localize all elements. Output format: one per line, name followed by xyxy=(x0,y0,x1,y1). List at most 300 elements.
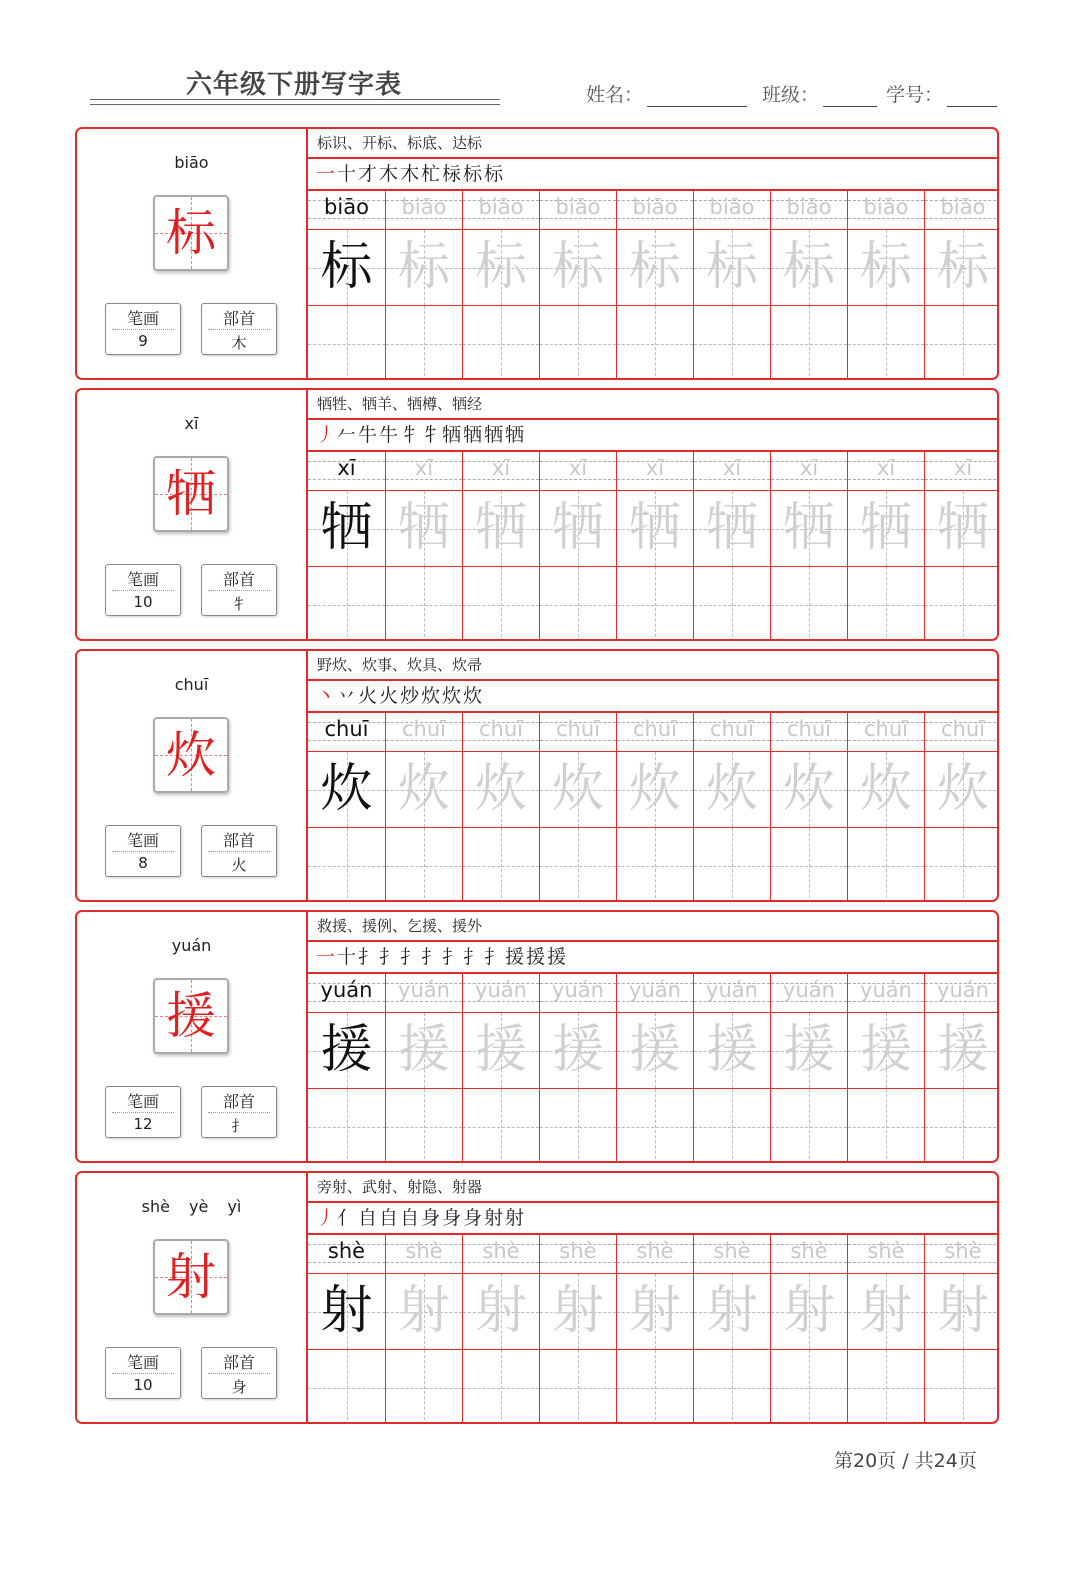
trace-char: 炊 xyxy=(859,759,912,819)
radical-value: 火 xyxy=(231,856,247,874)
stroke-step: 援 xyxy=(505,946,525,968)
name-label: 姓名： xyxy=(586,84,644,106)
practice-column xyxy=(616,1235,693,1424)
char-cell xyxy=(463,1274,539,1350)
blank-writing-cell[interactable] xyxy=(386,567,462,641)
blank-writing-cell[interactable] xyxy=(463,567,539,641)
trace-pinyin: shè xyxy=(713,1239,751,1263)
char-cell xyxy=(617,491,693,567)
char-cell xyxy=(617,230,693,306)
trace-pinyin: chuī xyxy=(941,717,985,741)
radical-box xyxy=(201,825,277,877)
stroke-count-box xyxy=(105,303,181,355)
char-display-box xyxy=(153,195,229,271)
stroke-step: 牛 xyxy=(379,424,399,446)
stroke-step: 丶 xyxy=(316,685,336,707)
pinyin-cell xyxy=(386,713,462,752)
practice-column xyxy=(693,713,770,902)
trace-pinyin: chuī xyxy=(556,717,600,741)
practice-column xyxy=(385,191,462,380)
trace-char: 援 xyxy=(397,1020,450,1080)
stroke-count-label: 笔画 xyxy=(126,570,159,589)
blank-writing-cell[interactable] xyxy=(771,567,847,641)
trace-pinyin: yuán xyxy=(629,978,681,1002)
worksheet-title: 六年级下册写字表 xyxy=(186,70,403,100)
stroke-count-value: 10 xyxy=(133,1376,153,1394)
char-cell xyxy=(925,1274,999,1350)
radical-label: 部首 xyxy=(222,570,255,589)
blank-writing-cell[interactable] xyxy=(386,1350,462,1424)
trace-char: 援 xyxy=(936,1020,989,1080)
char-cell xyxy=(308,230,385,306)
name-field[interactable] xyxy=(586,80,747,107)
pinyin-cell xyxy=(463,452,539,491)
char-cell xyxy=(386,752,462,828)
model-pinyin: chuī xyxy=(324,717,369,741)
trace-pinyin: biāo xyxy=(401,195,447,219)
blank-writing-cell[interactable] xyxy=(540,828,616,902)
char-cell xyxy=(540,1274,616,1350)
char-cell xyxy=(617,1013,693,1089)
pinyin-cell xyxy=(463,191,539,230)
practice-column xyxy=(770,713,847,902)
trace-pinyin: xī xyxy=(645,456,665,480)
example-words: 牺牲、牺羊、牺樽、牺经 xyxy=(308,390,997,420)
practice-grid xyxy=(308,452,997,641)
radical-value: 身 xyxy=(231,1378,247,1396)
stroke-step: 扌 xyxy=(421,946,441,968)
practice-column xyxy=(924,1235,999,1424)
blank-writing-cell[interactable] xyxy=(694,567,770,641)
practice-column xyxy=(308,713,385,902)
title-underline xyxy=(90,104,500,105)
practice-column xyxy=(462,452,539,641)
blank-writing-cell[interactable] xyxy=(540,306,616,380)
pinyin-cell xyxy=(925,713,999,752)
char-pinyin: shè yè yì xyxy=(141,1197,242,1216)
stroke-step: 自 xyxy=(358,1207,378,1229)
trace-char: 牺 xyxy=(551,498,604,558)
blank-writing-cell[interactable] xyxy=(848,1089,924,1163)
pinyin-cell xyxy=(694,1235,770,1274)
practice-column xyxy=(308,191,385,380)
practice-column xyxy=(385,713,462,902)
char-cell xyxy=(308,491,385,567)
practice-column xyxy=(693,452,770,641)
blank-writing-cell[interactable] xyxy=(771,1350,847,1424)
radical-box xyxy=(201,303,277,355)
stroke-step: 牺 xyxy=(442,424,462,446)
stroke-step: 牺 xyxy=(505,424,525,446)
trace-pinyin: biāo xyxy=(478,195,524,219)
char-cell xyxy=(771,1013,847,1089)
blank-writing-cell[interactable] xyxy=(925,1089,999,1163)
stroke-step: 一 xyxy=(316,163,336,185)
pinyin-cell xyxy=(308,191,385,230)
stroke-step: 扌 xyxy=(442,946,462,968)
stroke-step: 亻 xyxy=(337,1207,357,1229)
trace-char: 射 xyxy=(705,1281,758,1341)
stroke-step: 牺 xyxy=(463,424,483,446)
char-cell xyxy=(771,752,847,828)
practice-column xyxy=(616,452,693,641)
char-cell xyxy=(848,1013,924,1089)
radical-box xyxy=(201,564,277,616)
trace-pinyin: shè xyxy=(867,1239,905,1263)
stroke-order-row xyxy=(308,1203,997,1235)
blank-writing-cell[interactable] xyxy=(848,1350,924,1424)
trace-char: 援 xyxy=(859,1020,912,1080)
trace-pinyin: chuī xyxy=(633,717,677,741)
pinyin-cell xyxy=(771,713,847,752)
stroke-step: 丿 xyxy=(316,1207,336,1229)
number-blank[interactable] xyxy=(947,84,997,107)
char-cell xyxy=(694,230,770,306)
char-cell xyxy=(386,230,462,306)
char-cell xyxy=(848,1274,924,1350)
practice-column xyxy=(539,191,616,380)
stroke-step: 木 xyxy=(379,163,399,185)
char-cell xyxy=(463,1013,539,1089)
practice-panel xyxy=(308,390,997,639)
model-char: 标 xyxy=(320,237,373,297)
char-cell xyxy=(617,752,693,828)
character-card xyxy=(75,388,999,641)
stroke-step: 牜 xyxy=(421,424,441,446)
char-cell xyxy=(925,491,999,567)
blank-writing-cell[interactable] xyxy=(308,1089,385,1163)
char-info-panel xyxy=(77,651,308,900)
character-card xyxy=(75,910,999,1163)
stroke-step: 丿 xyxy=(316,424,336,446)
stroke-step: 柡 xyxy=(442,163,462,185)
trace-char: 标 xyxy=(628,237,681,297)
trace-pinyin: xī xyxy=(799,456,819,480)
practice-column xyxy=(924,974,999,1163)
blank-writing-cell[interactable] xyxy=(694,1350,770,1424)
trace-pinyin: yuán xyxy=(783,978,835,1002)
pinyin-cell xyxy=(694,452,770,491)
practice-column xyxy=(693,1235,770,1424)
stroke-step: 牛 xyxy=(358,424,378,446)
char-cell xyxy=(848,752,924,828)
stroke-count-label: 笔画 xyxy=(126,309,159,328)
trace-pinyin: xī xyxy=(953,456,973,480)
pinyin-cell xyxy=(694,713,770,752)
radical-label: 部首 xyxy=(222,1353,255,1372)
practice-column xyxy=(385,1235,462,1424)
blank-writing-cell[interactable] xyxy=(694,828,770,902)
trace-char: 牺 xyxy=(782,498,835,558)
blank-writing-cell[interactable] xyxy=(694,1089,770,1163)
char-pinyin: biāo xyxy=(174,153,209,172)
practice-column xyxy=(308,452,385,641)
pinyin-cell xyxy=(694,974,770,1013)
char-cell xyxy=(848,230,924,306)
stroke-step: 十 xyxy=(337,163,357,185)
trace-pinyin: yuán xyxy=(398,978,450,1002)
character-card xyxy=(75,1171,999,1424)
practice-column xyxy=(462,191,539,380)
blank-writing-cell[interactable] xyxy=(771,828,847,902)
trace-pinyin: shè xyxy=(790,1239,828,1263)
practice-column xyxy=(847,1235,924,1424)
pinyin-cell xyxy=(540,452,616,491)
blank-writing-cell[interactable] xyxy=(540,1350,616,1424)
char-cell xyxy=(925,230,999,306)
pinyin-cell xyxy=(540,1235,616,1274)
trace-char: 标 xyxy=(397,237,450,297)
radical-label: 部首 xyxy=(222,831,255,850)
stroke-count-value: 10 xyxy=(133,593,153,611)
stroke-step: 标 xyxy=(484,163,504,185)
radical-box xyxy=(201,1086,277,1138)
stroke-step: 牺 xyxy=(484,424,504,446)
character-card xyxy=(75,649,999,902)
blank-writing-cell[interactable] xyxy=(925,828,999,902)
stroke-count-value: 9 xyxy=(138,332,148,350)
blank-writing-cell[interactable] xyxy=(617,306,693,380)
blank-writing-cell[interactable] xyxy=(463,1089,539,1163)
trace-pinyin: xī xyxy=(876,456,896,480)
pinyin-cell xyxy=(308,713,385,752)
pinyin-cell xyxy=(617,452,693,491)
pinyin-cell xyxy=(463,1235,539,1274)
blank-writing-cell[interactable] xyxy=(848,306,924,380)
number-label: 学号： xyxy=(886,84,944,106)
blank-writing-cell[interactable] xyxy=(386,1089,462,1163)
char-display-box xyxy=(153,717,229,793)
stroke-order-row xyxy=(308,942,997,974)
stroke-step: 才 xyxy=(358,163,378,185)
name-blank[interactable] xyxy=(647,84,747,107)
blank-writing-cell[interactable] xyxy=(848,567,924,641)
pinyin-cell xyxy=(925,452,999,491)
pinyin-cell xyxy=(694,191,770,230)
trace-pinyin: yuán xyxy=(937,978,989,1002)
pinyin-cell xyxy=(771,1235,847,1274)
pinyin-cell xyxy=(771,452,847,491)
pinyin-cell xyxy=(540,191,616,230)
practice-column xyxy=(847,191,924,380)
pinyin-cell xyxy=(386,974,462,1013)
blank-writing-cell[interactable] xyxy=(617,1350,693,1424)
char-cell xyxy=(463,491,539,567)
trace-pinyin: xī xyxy=(414,456,434,480)
trace-pinyin: biāo xyxy=(709,195,755,219)
trace-char: 援 xyxy=(474,1020,527,1080)
practice-column xyxy=(539,1235,616,1424)
blank-writing-cell[interactable] xyxy=(925,306,999,380)
title-underline xyxy=(90,99,500,100)
stroke-step: 杧 xyxy=(421,163,441,185)
trace-char: 标 xyxy=(936,237,989,297)
char-glyph: 标 xyxy=(166,204,216,262)
trace-char: 援 xyxy=(782,1020,835,1080)
trace-char: 标 xyxy=(782,237,835,297)
stroke-step: 火 xyxy=(379,685,399,707)
trace-char: 炊 xyxy=(474,759,527,819)
pinyin-cell xyxy=(925,974,999,1013)
stroke-step: 炊 xyxy=(442,685,462,707)
stroke-step: 援 xyxy=(547,946,567,968)
practice-column xyxy=(693,191,770,380)
practice-column xyxy=(539,713,616,902)
trace-pinyin: shè xyxy=(944,1239,982,1263)
trace-pinyin: xī xyxy=(722,456,742,480)
char-cell xyxy=(925,752,999,828)
practice-column xyxy=(462,974,539,1163)
practice-grid xyxy=(308,1235,997,1424)
trace-pinyin: chuī xyxy=(402,717,446,741)
blank-writing-cell[interactable] xyxy=(463,306,539,380)
stroke-count-value: 8 xyxy=(138,854,148,872)
blank-writing-cell[interactable] xyxy=(617,1089,693,1163)
char-display-box xyxy=(153,978,229,1054)
practice-column xyxy=(539,452,616,641)
practice-panel xyxy=(308,1173,997,1422)
trace-pinyin: biāo xyxy=(863,195,909,219)
class-blank[interactable] xyxy=(823,84,877,107)
stroke-step: 炒 xyxy=(400,685,420,707)
practice-column xyxy=(539,974,616,1163)
practice-column xyxy=(924,713,999,902)
character-card xyxy=(75,127,999,380)
blank-writing-cell[interactable] xyxy=(617,828,693,902)
char-cell xyxy=(540,1013,616,1089)
blank-writing-cell[interactable] xyxy=(540,1089,616,1163)
char-glyph: 牺 xyxy=(166,465,216,523)
practice-column xyxy=(847,452,924,641)
trace-char: 牺 xyxy=(628,498,681,558)
stroke-count-value: 12 xyxy=(133,1115,153,1133)
blank-writing-cell[interactable] xyxy=(925,1350,999,1424)
practice-column xyxy=(385,452,462,641)
trace-char: 援 xyxy=(705,1020,758,1080)
trace-char: 射 xyxy=(551,1281,604,1341)
blank-writing-cell[interactable] xyxy=(308,567,385,641)
stroke-count-label: 笔画 xyxy=(126,1353,159,1372)
pinyin-cell xyxy=(848,974,924,1013)
trace-char: 标 xyxy=(859,237,912,297)
trace-char: 牺 xyxy=(474,498,527,558)
blank-writing-cell[interactable] xyxy=(848,828,924,902)
practice-column xyxy=(770,1235,847,1424)
stroke-order-row xyxy=(308,420,997,452)
blank-writing-cell[interactable] xyxy=(463,828,539,902)
practice-column xyxy=(770,191,847,380)
pinyin-cell xyxy=(925,191,999,230)
blank-writing-cell[interactable] xyxy=(308,306,385,380)
trace-char: 射 xyxy=(397,1281,450,1341)
radical-label: 部首 xyxy=(222,1092,255,1111)
stroke-step: 扌 xyxy=(358,946,378,968)
pinyin-cell xyxy=(848,452,924,491)
char-cell xyxy=(308,1013,385,1089)
stroke-count-box xyxy=(105,825,181,877)
stroke-step: 火 xyxy=(358,685,378,707)
blank-writing-cell[interactable] xyxy=(771,1089,847,1163)
trace-pinyin: xī xyxy=(491,456,511,480)
blank-writing-cell[interactable] xyxy=(771,306,847,380)
blank-writing-cell[interactable] xyxy=(540,567,616,641)
pinyin-cell xyxy=(848,1235,924,1274)
class-field[interactable] xyxy=(762,80,877,107)
model-char: 射 xyxy=(320,1281,373,1341)
char-cell xyxy=(694,491,770,567)
char-cell xyxy=(617,1274,693,1350)
practice-panel xyxy=(308,912,997,1161)
practice-column xyxy=(924,191,999,380)
char-cell xyxy=(308,752,385,828)
stroke-step: 丷 xyxy=(337,685,357,707)
stroke-count-label: 笔画 xyxy=(126,1092,159,1111)
char-pinyin: chuī xyxy=(174,675,209,694)
stroke-order-row xyxy=(308,159,997,191)
pinyin-cell xyxy=(771,974,847,1013)
pinyin-cell xyxy=(386,191,462,230)
stroke-step: 身 xyxy=(421,1207,441,1229)
example-words: 野炊、炊事、炊具、炊帚 xyxy=(308,651,997,681)
stroke-step: 自 xyxy=(379,1207,399,1229)
pinyin-cell xyxy=(925,1235,999,1274)
char-info-panel xyxy=(77,390,308,639)
trace-pinyin: yuán xyxy=(552,978,604,1002)
char-cell xyxy=(386,1013,462,1089)
blank-writing-cell[interactable] xyxy=(694,306,770,380)
char-cell xyxy=(694,1013,770,1089)
number-field[interactable] xyxy=(886,80,997,107)
stroke-step: 身 xyxy=(442,1207,462,1229)
blank-writing-cell[interactable] xyxy=(386,828,462,902)
char-pinyin: yuán xyxy=(171,936,212,955)
blank-writing-cell[interactable] xyxy=(386,306,462,380)
trace-pinyin: yuán xyxy=(860,978,912,1002)
practice-column xyxy=(847,713,924,902)
stroke-step: 𠂉 xyxy=(337,424,357,446)
pinyin-cell xyxy=(308,1235,385,1274)
char-cell xyxy=(771,1274,847,1350)
practice-column xyxy=(308,1235,385,1424)
radical-value: 木 xyxy=(231,334,247,352)
blank-writing-cell[interactable] xyxy=(617,567,693,641)
practice-column xyxy=(770,452,847,641)
practice-grid xyxy=(308,974,997,1163)
blank-writing-cell[interactable] xyxy=(925,567,999,641)
blank-writing-cell[interactable] xyxy=(463,1350,539,1424)
blank-writing-cell[interactable] xyxy=(308,828,385,902)
pinyin-cell xyxy=(386,452,462,491)
char-cell xyxy=(386,1274,462,1350)
blank-writing-cell[interactable] xyxy=(308,1350,385,1424)
char-cell xyxy=(463,752,539,828)
model-pinyin: xī xyxy=(337,456,356,480)
pinyin-cell xyxy=(848,191,924,230)
stroke-step: 扌 xyxy=(400,946,420,968)
char-cell xyxy=(771,491,847,567)
trace-pinyin: chuī xyxy=(710,717,754,741)
char-glyph: 援 xyxy=(166,987,216,1045)
pinyin-cell xyxy=(617,713,693,752)
model-char: 援 xyxy=(320,1020,373,1080)
char-cell xyxy=(848,491,924,567)
trace-pinyin: shè xyxy=(482,1239,520,1263)
stroke-step: 牜 xyxy=(400,424,420,446)
trace-char: 射 xyxy=(782,1281,835,1341)
example-words: 救援、援例、乞援、援外 xyxy=(308,912,997,942)
stroke-step: 射 xyxy=(505,1207,525,1229)
pinyin-cell xyxy=(540,713,616,752)
